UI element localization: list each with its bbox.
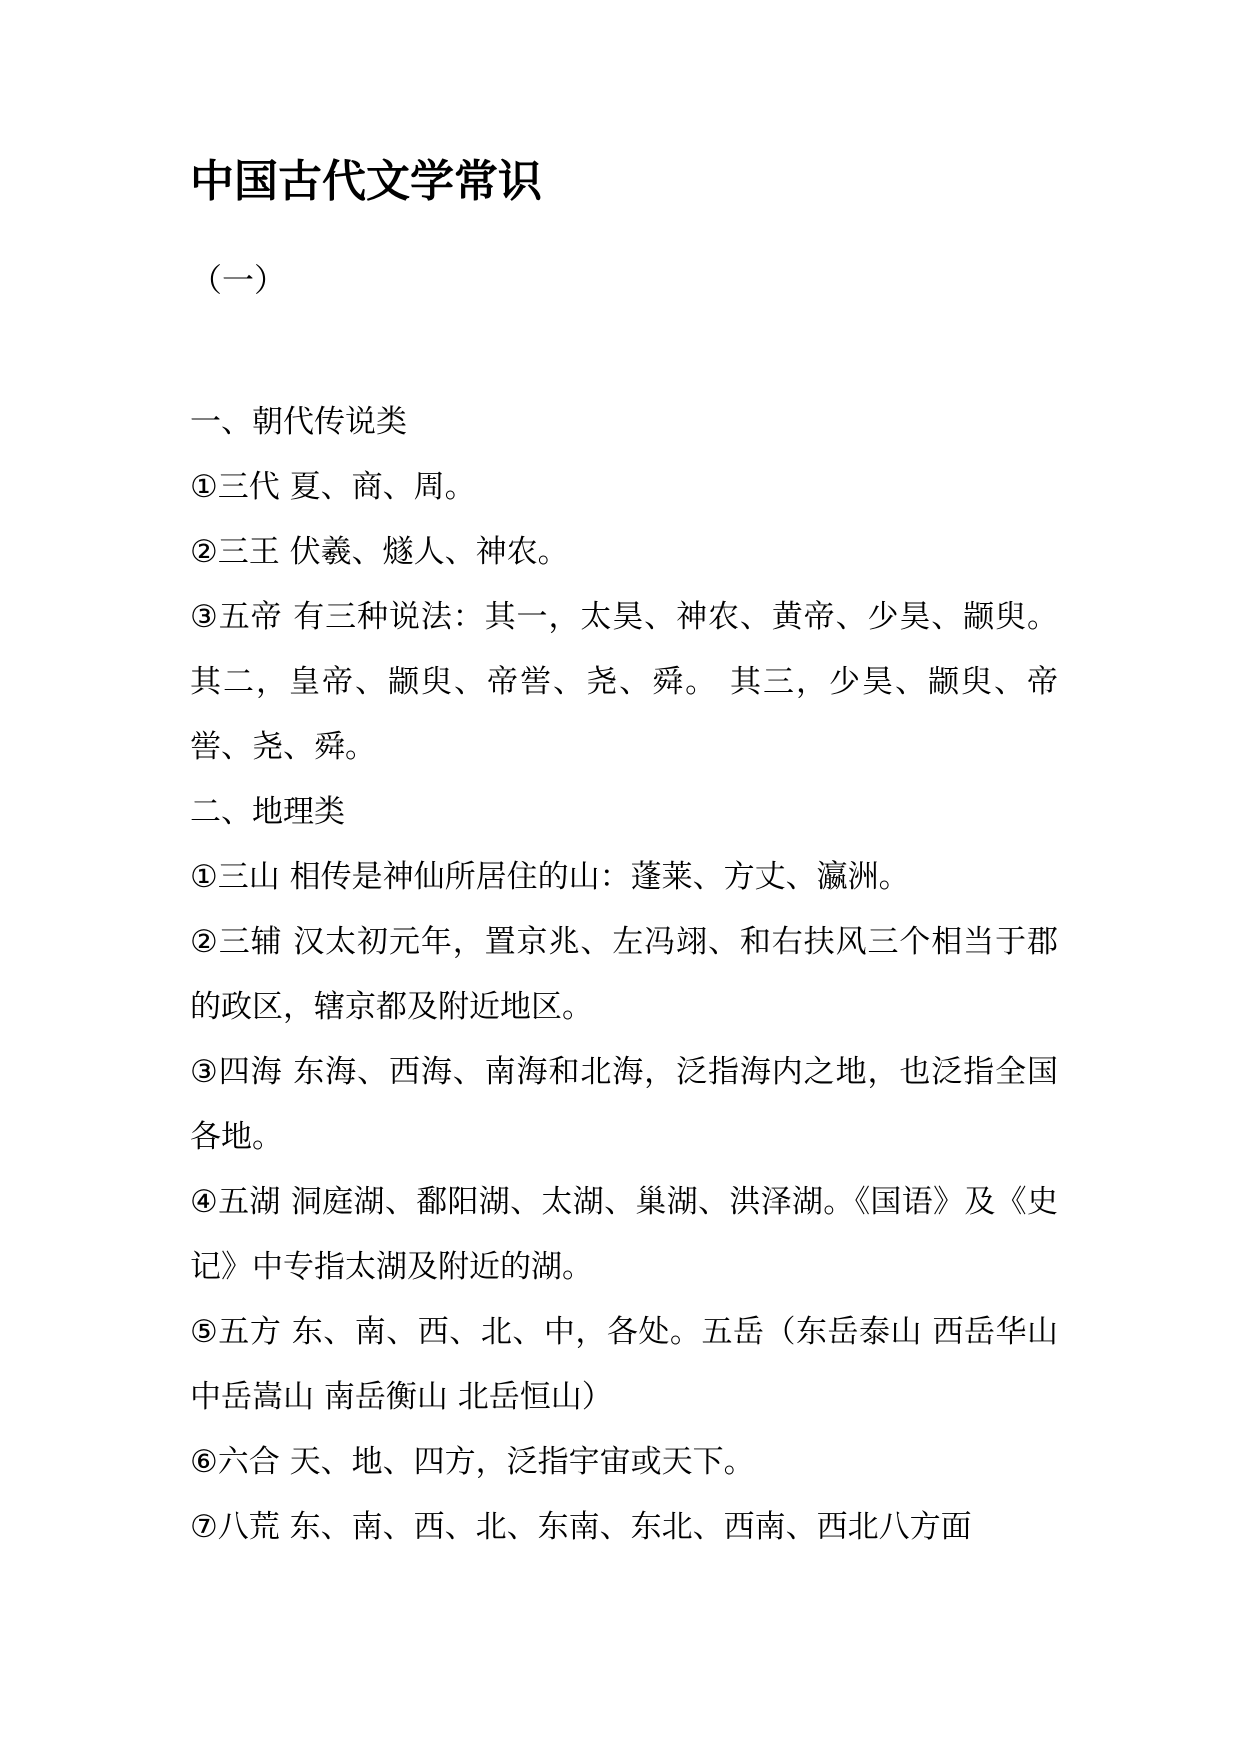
list-item: ②三王 伏羲、燧人、神农。: [190, 534, 569, 570]
list-item: ①三山 相传是神仙所居住的山：蓬莱、方丈、瀛洲。: [190, 859, 910, 895]
list-item: ⑤五方 东、南、西、北、中，各处。五岳（东岳泰山 西岳华山 中岳嵩山 南岳衡山 北岳恒山）: [190, 1314, 1058, 1415]
list-item: ②三辅 汉太初元年，置京兆、左冯翊、和右扶风三个相当于郡的政区，辖京都及附近地区。: [190, 924, 1058, 1025]
heading-dynasty-legends: 一、朝代传说类: [190, 404, 407, 440]
section-number: （一）: [190, 261, 287, 299]
list-item: ⑦八荒 东、南、西、北、东南、东北、西南、西北八方面: [190, 1509, 972, 1545]
heading-geography: 二、地理类: [190, 794, 345, 830]
list-item: ①三代 夏、商、周。: [190, 469, 476, 505]
document-body: [190, 390, 1058, 1560]
document-title: 中国古代文学常识: [190, 156, 542, 207]
list-item: ④五湖 洞庭湖、鄱阳湖、太湖、巢湖、洪泽湖。《国语》及《史记》中专指太湖及附近的湖。: [190, 1184, 1058, 1285]
list-item: ③四海 东海、西海、南海和北海，泛指海内之地，也泛指全国各地。: [190, 1054, 1058, 1155]
list-item: ③五帝 有三种说法：其一，太昊、神农、黄帝、少昊、颛臾。 其二，皇帝、颛臾、帝喾、尧、舜。 其三，少昊、颛臾、帝喾、尧、舜。: [190, 599, 1058, 765]
list-item: ⑥六合 天、地、四方，泛指宇宙或天下。: [190, 1444, 755, 1480]
